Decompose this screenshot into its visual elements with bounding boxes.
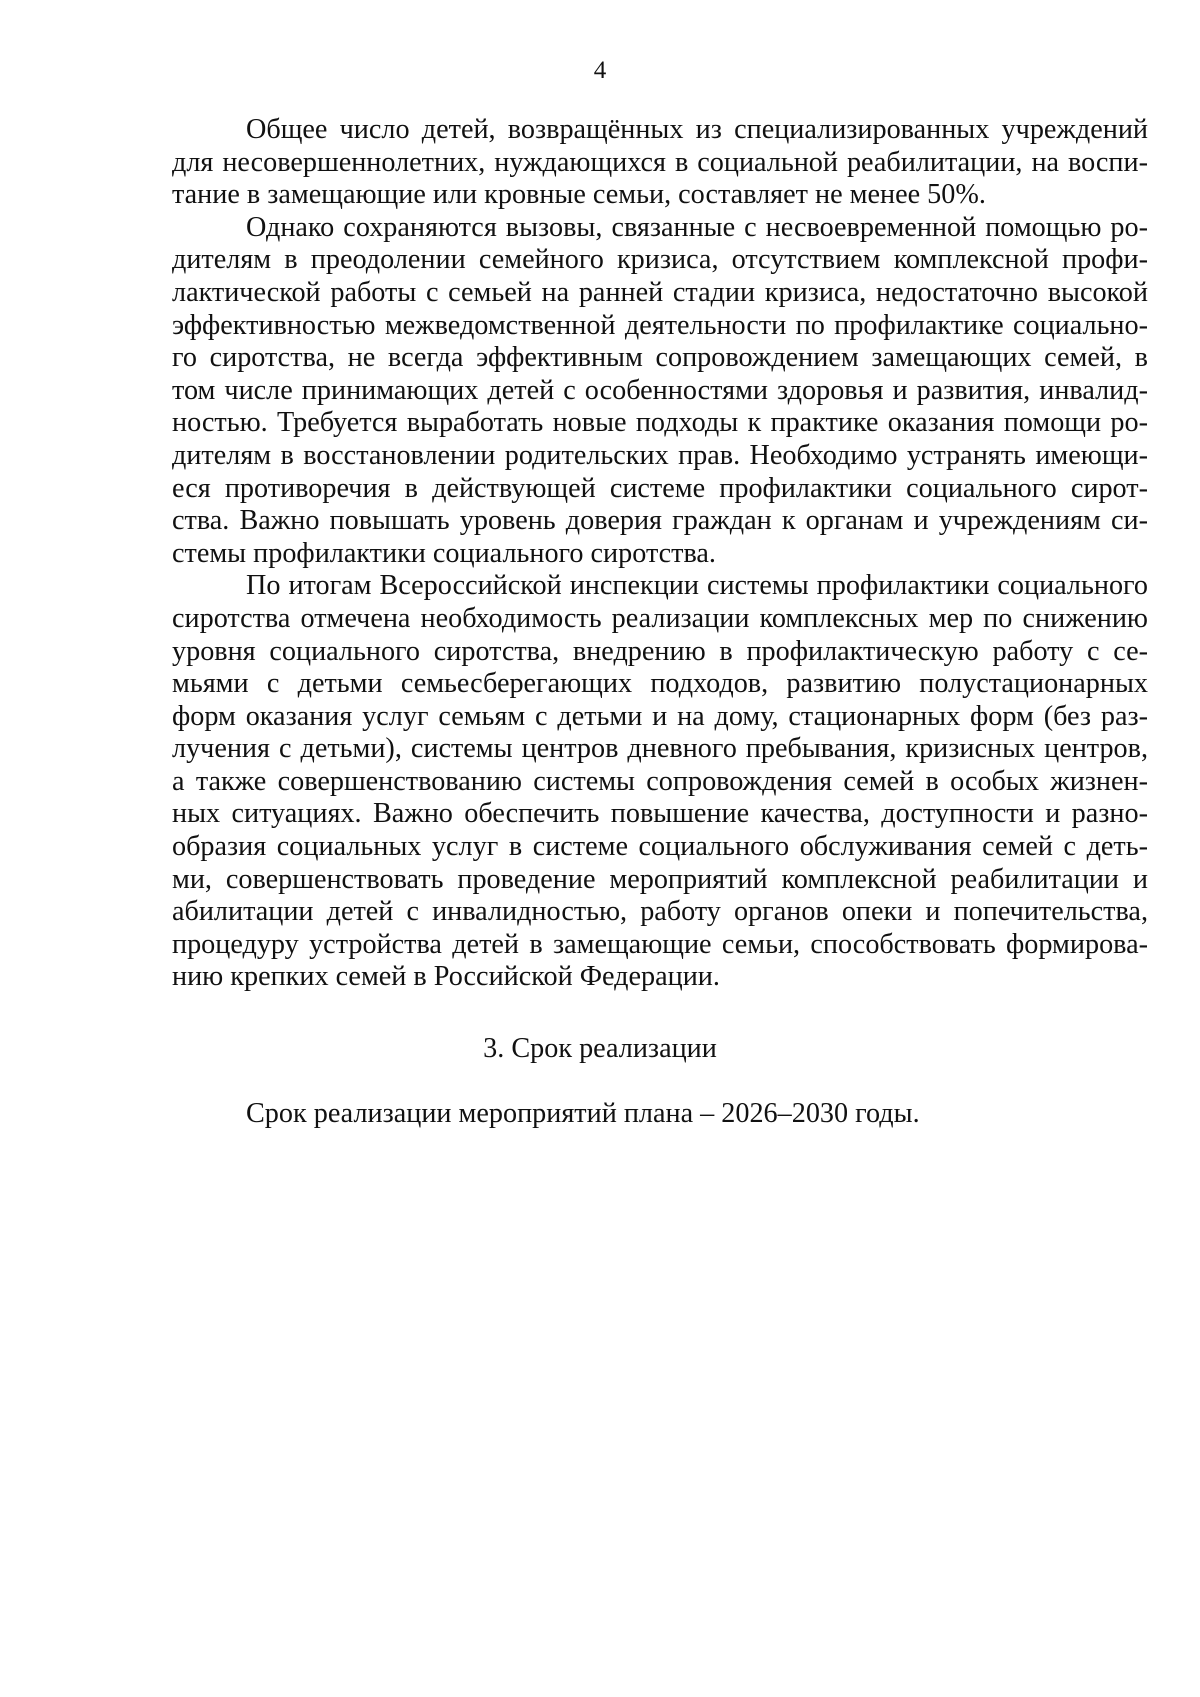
- text-line: ми, совершенствовать проведение мероприятий комплексной реабилитации и: [172, 863, 1148, 895]
- section-title: 3. Срок реализации: [483, 1033, 717, 1064]
- section-text: Срок реализации мероприятий плана – 2026–2030 годы.: [246, 1098, 920, 1129]
- text-line: процедуру устройства детей в замещающие семьи, способствовать формирова-: [172, 928, 1148, 960]
- text-line: стемы профилактики социального сиротства.: [172, 537, 716, 569]
- text-line: лактической работы с семьей на ранней стадии кризиса, недостаточно высокой: [172, 276, 1148, 308]
- text-line: ства. Важно повышать уровень доверия граждан к органам и учреждениям си-: [172, 505, 1148, 537]
- paragraph-2: [172, 212, 1148, 571]
- text-line: форм оказания услуг семьям с детьми и на дому, стационарных форм (без раз-: [172, 700, 1148, 732]
- text-line: для несовершеннолетних, нуждающихся в социальной реабилитации, на воспи-: [172, 146, 1148, 178]
- text-line: дителям в преодолении семейного кризиса, отсутствием комплексной профи-: [172, 244, 1148, 276]
- text-line: а также совершенствованию системы сопровождения семей в особых жизнен-: [172, 765, 1148, 797]
- text-line: го сиротства, не всегда эффективным сопровождением замещающих семей, в: [172, 342, 1148, 374]
- text-line: абилитации детей с инвалидностью, работу органов опеки и попечительства,: [172, 896, 1148, 928]
- text-line: образия социальных услуг в системе социального обслуживания семей с деть-: [172, 831, 1148, 863]
- text-line: уровня социального сиротства, внедрению в профилактическую работу с се-: [172, 635, 1148, 667]
- text-line: дителям в восстановлении родительских прав. Необходимо устранять имеющи-: [172, 439, 1148, 471]
- text-line: Общее число детей, возвращённых из специализированных учреждений: [246, 114, 1148, 145]
- text-line: нию крепких семей в Российской Федерации.: [172, 961, 720, 993]
- paragraph-1: [172, 114, 1148, 212]
- text-line: еся противоречия в действующей системе профилактики социального сирот-: [172, 472, 1148, 504]
- text-line: мьями с детьми семьесберегающих подходов, развитию полустационарных: [172, 668, 1148, 700]
- text-line: тание в замещающие или кровные семьи, составляет не менее 50%.: [172, 179, 986, 211]
- text-line: сиротства отмечена необходимость реализации комплексных мер по снижению: [172, 602, 1148, 634]
- paragraph-3: [172, 570, 1148, 994]
- text-line: эффективностью межведомственной деятельности по профилактике социально-: [172, 309, 1148, 341]
- text-line: ностью. Требуется выработать новые подходы к практике оказания помощи ро-: [172, 407, 1148, 439]
- text-line: Однако сохраняются вызовы, связанные с несвоевременной помощью ро-: [246, 211, 1148, 243]
- text-line: По итогам Всероссийской инспекции системы профилактики социального: [246, 570, 1148, 602]
- text-line: лучения с детьми), системы центров дневного пребывания, кризисных центров,: [172, 733, 1148, 765]
- text-line: том числе принимающих детей с особенностями здоровья и развития, инвалид-: [172, 374, 1148, 406]
- body-text: [172, 114, 1148, 994]
- page-number: 4: [593, 57, 607, 84]
- text-line: ных ситуациях. Важно обеспечить повышение качества, доступности и разно-: [172, 798, 1148, 830]
